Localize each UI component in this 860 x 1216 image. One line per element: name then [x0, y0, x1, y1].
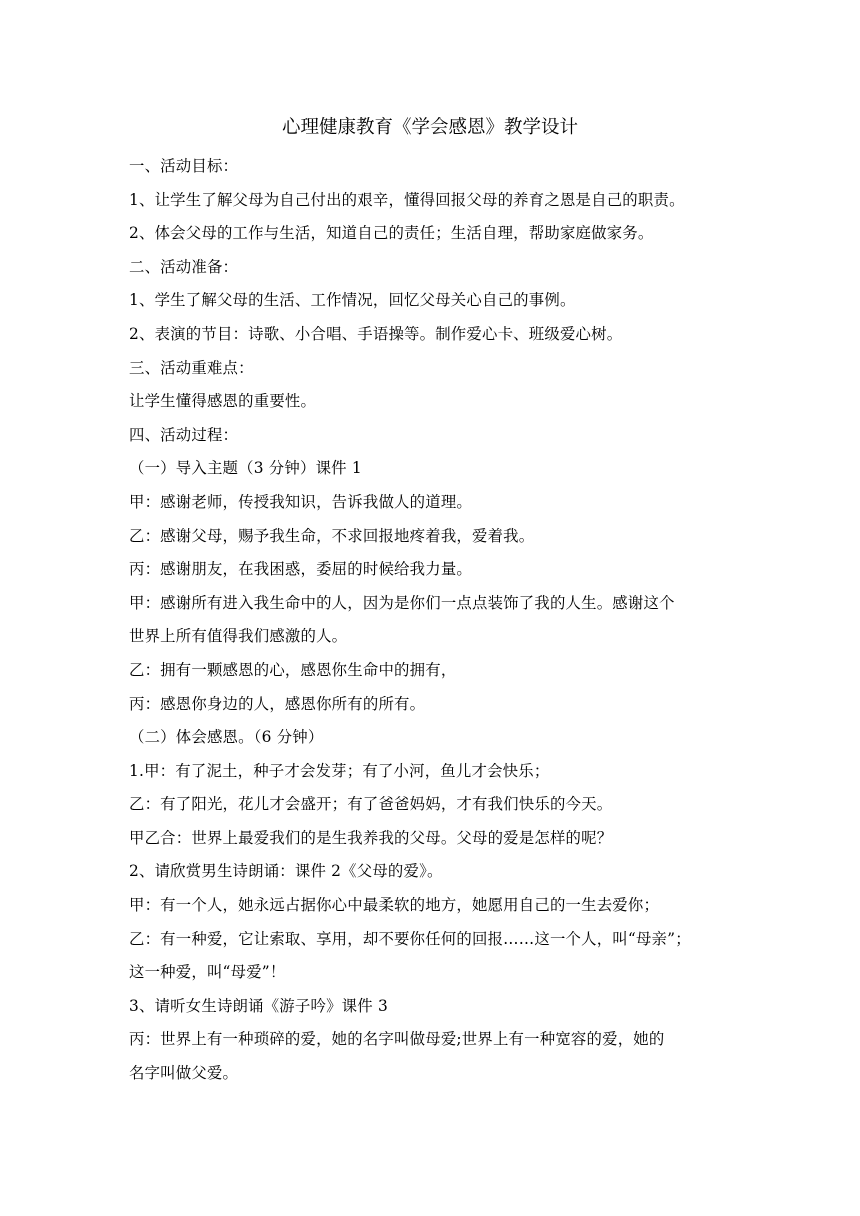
paragraph-line: 乙：有一种爱，它让索取、享用，却不要你任何的回报……这一个人，叫“母亲”； [129, 929, 691, 948]
paragraph-line: 名字叫做父爱。 [129, 1064, 239, 1083]
document-title: 心理健康教育《学会感恩》教学设计 [281, 117, 578, 138]
paragraph-line: 乙：感谢父母，赐予我生命，不求回报地疼着我，爱着我。 [129, 526, 535, 545]
paragraph-line: 1、让学生了解父母为自己付出的艰辛，懂得回报父母的养育之恩是自己的职责。 [129, 190, 685, 209]
subsection-heading-experience: （二）体会感恩。（6 分钟） [129, 728, 324, 747]
paragraph-line: 丙：感恩你身边的人，感恩你所有的所有。 [129, 694, 426, 713]
section-heading-goals: 一、活动目标： [129, 157, 239, 175]
paragraph-line: 甲乙合：世界上最爱我们的是生我养我的父母。父母的爱是怎样的呢？ [129, 828, 613, 847]
subsection-heading-intro: （一）导入主题（3 分钟）课件 1 [129, 459, 362, 478]
paragraph-line: 2、请欣赏男生诗朗诵：课件 2《父母的爱》。 [129, 862, 443, 881]
paragraph-line: 这一种爱，叫“母爱”！ [129, 963, 286, 982]
section-heading-key-points: 三、活动重难点： [129, 358, 254, 377]
paragraph-line: 1.甲：有了泥土，种子才会发芽；有了小河，鱼儿才会快乐； [129, 761, 550, 780]
paragraph-line: 丙：世界上有一种琐碎的爱，她的名字叫做母爱;世界上有一种宽容的爱，她的 [129, 1030, 665, 1049]
paragraph-line: 3、请听女生诗朗诵《游子吟》课件 3 [129, 996, 388, 1015]
section-heading-process: 四、活动过程： [129, 425, 239, 444]
document-body [129, 150, 744, 1091]
paragraph-line: 2、体会父母的工作与生活，知道自己的责任；生活自理，帮助家庭做家务。 [129, 224, 654, 243]
paragraph-line: 2、表演的节目：诗歌、小合唱、手语操等。制作爱心卡、班级爱心树。 [129, 324, 623, 343]
paragraph-line: 丙：感谢朋友，在我困惑，委屈的时候给我力量。 [129, 560, 472, 579]
section-heading-preparation: 二、活动准备： [129, 257, 239, 276]
paragraph-line: 1、学生了解父母的生活、工作情况，回忆父母关心自己的事例。 [129, 291, 576, 310]
paragraph-line: 甲：有一个人，她永远占据你心中最柔软的地方，她愿用自己的一生去爱你； [129, 896, 660, 915]
paragraph-line: 让学生懂得感恩的重要性。 [129, 392, 317, 411]
paragraph-line: 甲：感谢所有进入我生命中的人，因为是你们一点点装饰了我的人生。感谢这个 [129, 593, 675, 612]
paragraph-line: 乙：有了阳光，花儿才会盛开；有了爸爸妈妈，才有我们快乐的今天。 [129, 795, 613, 814]
paragraph-line: 乙：拥有一颗感恩的心，感恩你生命中的拥有， [129, 660, 457, 679]
paragraph-line: 甲：感谢老师，传授我知识，告诉我做人的道理。 [129, 492, 472, 511]
paragraph-line: 世界上所有值得我们感激的人。 [129, 627, 348, 646]
